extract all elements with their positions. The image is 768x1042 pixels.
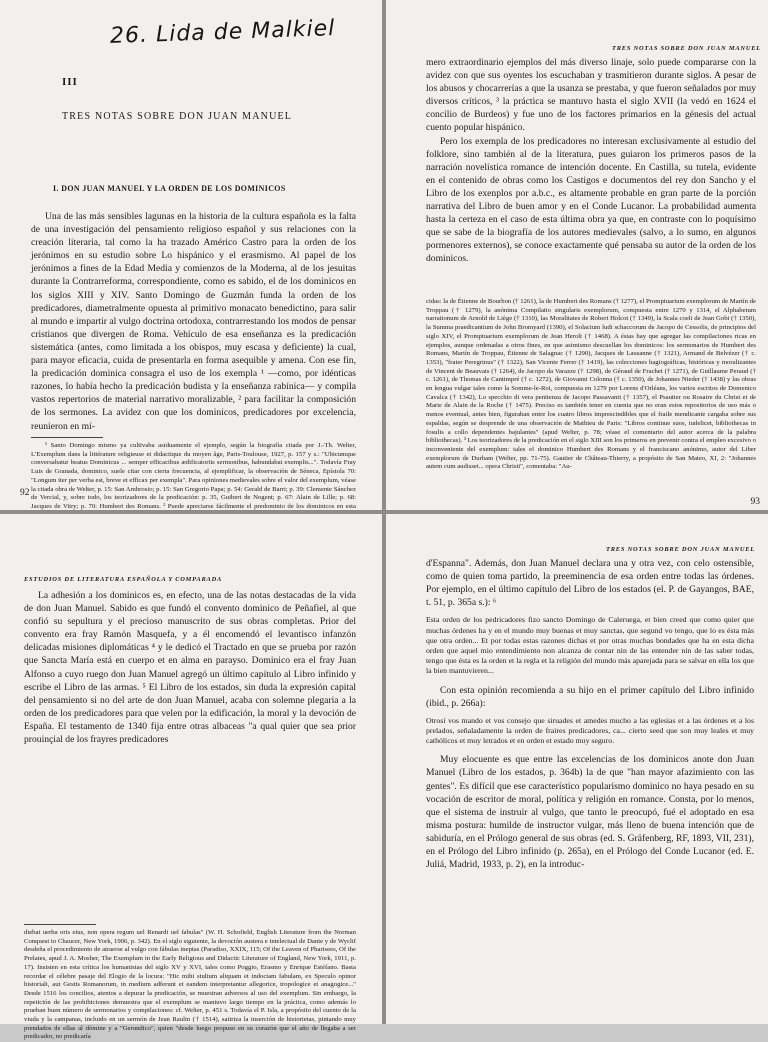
page-92 [0,0,382,510]
body-paragraph: d'Espanna". Además, don Juan Manuel declara una y otra vez, con celo ostensible, como de quien toma partido, la preeminencia de esa orden entre todas las órdenes. Por ejemplo, en el último capítulo del Libro de los estados (el. P. de Gayangos, BAE, t. 51, p. 365a s.): ⁶ [426,558,754,609]
body-paragraph: Muy elocuente es que entre las excelencias de los dominicos anote don Juan Manuel (Libro de los estados, p. 364b) la de que "han mayor afazimiento con las gentes". Es difícil que ese característico popularismo dominico no haya pesado en su vocación de escritor de moral, política y religión en romance. Consta, por lo menos, que el sistema de instruir al vulgo, que tanto le preocupó, fué el adoptado en esa misma postura: humilde de instructor vulgar, más lleno de buena intención que de sabiduría, en el Prólogo general de sus obras (ed. S. Gräfenberg, RF, 1893, VII, 231), en el Prólogo del Libro infinido (p. 265a), en el Prólogo del Conde Lucanor (ed. E. Juliá, Madrid, 1933, p. 2), en la introduc- [426,754,754,871]
footnote-rule [31,437,103,438]
body-paragraph: Una de las más sensibles lagunas en la historia de la cultura española es la falta de una investigación del pensamiento religioso español y sus relaciones con la creación literaria, tal como la ha trazado Américo Castro para la orden de los jerónimos en su estudio sobre Lo hispánico y el erasmismo. Al papel de los jerónimos a fines de la Edad Media y comienzos de la Moderna, al de los jesuitas durante la Contrarreforma, correspondiente, como es sabido, el de los dominicos en los siglos XIII y XIV. Santo Domingo de Guzmán funda la orden de los predicadores, diametralmente opuesta al primitivo monacato benedictino, para salir al mundo e impartir al vulgo doctrina ortodoxa, contrarrestando los modos de pensar cristianos que divergen de Roma. Vehículo de esa enseñanza es la predicación sistemática (antes, como limitada a los obispos, muy escasa y deficiente) la cual, para mayor eficacia, cuida de presentarla en forma asequible y amena. Con ese fin, la predicación dominica consagra el uso de los exempla ¹ —como, por idénticas razones, lo había hecho la predicación budista y la enseñanza rabínica— y compila vastos repertorios de material narrativo moralizable, ² para facilitar la composición de los sermones. La avidez con que los dominicos, predicadores por excelencia, reunieron en mí- [31,211,356,432]
body-paragraph: Pero los exempla de los predicadores no interesan exclusivamente al estudio del folklore, sino también al de la literatura, pues guiaron los primeros pasos de la narración novelística romance de intención docente. En Castilla, su tutela, evidente en el contenido de obras como los Castigos e documentos del rey don Sancho y el Libro de los exenplos por a.b.c., es altamente probable en gran parte de la porción narrativa del Libro de buen amor y en el Conde Lucanor. La probabilidad aumenta hasta la certeza en el caso de esta última obra ya que, en contraste con lo poquísimo que se sabe de la biografía de los autores medievales (salvo, a lo sumo, en algunos pormenores externos), se conoce exactamente qué pensaba su autor de la orden de los dominicos. [426,135,756,265]
footnotes: diebat uerba oris eius, non opera regum uel Renardi uel fabulas" (W. H. Schofield, English Literature from the Norman Conquest to Chaucer, New York, 1906, p. 342). En el siglo siguiente, la devoción austera e intelectual de Dante y de Wyclif desdeña el procedimiento de atraerse al vulgo con fábulas ineptas (Paradiso, XXIX, 115; Of the Leaven of Pharisees, Of the Prelates, apud J. A. Mosher, The Exemplum in the Early Religious and Didactic Literature of England, New York, 1911, p. 17). Insisten en esta crítica los humanistas del siglo XV y XVI, tales como Poggio, Erasmo y Enrique Estéfano. Basta recordar el célebre pasaje del Elogio de la locura: "Hic mihi stultum aliquam et indoctam fabulam, ex Speculo opinor historiali, aut Gestis Romanorum, in medium adferunt et eandem interpretantur allegorice, tropologice et anagogice..." Desde 1516 los concilios, atentos a depurar la predicación, se muestran adversos al uso del exemplum. Sin embargo, la repetición de las prohibiciones demuestra que el exemplum se mantuvo largo tiempo en la práctica, como además lo prueban buen número de sermonarios y compilaciones: cf. Welter, p. 451 s. Todavía el P. Isla, a propósito del cuento de la viuda y la campanas, incluido en un sermón de Jean Raulin († 1514), satiriza la inserción de historietas, pintando muy prendados de ellas al dómine y a "Gerundico", quien "desde luego propuso en su corazón que el año de llegaba a ser predicador, no predicaría [24,929,356,1041]
page-number: 92 [20,488,30,498]
block-quote: Otrosí vos mando et vos consejo que siruades et amedes mucho a las eglesias et a las órdenes et a los prelados, señaladamente la orden de fraires predicadores, ca... cierto seed que son muy leales et muy cathólicos et muy letrados et en orden et estado muy seguro. [426,715,754,746]
chapter-number: III [62,76,78,88]
handwritten-note: 26. Lida de Malkiel [109,16,336,49]
body-paragraph: La adhesión a los dominicos es, en efecto, una de las notas destacadas de la vida de don Juan Manuel. Sabido es que fundó el convento dominico de Peñafiel, al que confió su sepultura y el precioso manuscrito de sus obras completas. Prior del convento era fray Ramón Masquefa, y a él encomendó el levantisco infanzón delicadas misiones diplomáticas ⁴ y le dedicó el Tractado en que se prueba por razón que Sancta María está en cuerpo et en alma en parayso. Dominico era el fray Juan Alfonso a cuyo ruego don Juan Manuel agregó un último capítulo al Libro infinido y escribe el Libro de las armas. ⁵ El Libro de los estados, sin duda la expresión capital del pensamiento si no del arte de don Juan Manuel, acaba con solemne plegaria a la orden de los predicadores para que velen por la edificación, la moral y la devoción de España. El testamento de 1340 fija entre otras albaceas "a qual quier que sea prior prouinçial de los frayres predicadores [24,590,356,746]
page-gutter-horizontal [0,510,768,514]
section-heading: I. DON JUAN MANUEL Y LA ORDEN DE LOS DOMINICOS [53,184,286,193]
footnotes: cidas: la de Étienne de Bourbon († 1261), la de Humbert des Romans († 1277), el Promptuarium exemplorum de Martín de Troppau († 1279), la anónima Compilatio singularis exemplorum, compuesta entre 1270 y 1314, el Alphabetum narrationum de Arnold de Liège († 1310), las Moralitates de Robert Holcot († 1349), la Scala coeli de Jean Gobi († 1350), la Summa praedicantium de John Bromyard (1390), el Solacium ludi schaccorum de Jacopo de Cessolis, de principios del siglo XIV, el Promptuarium exemplorum de Jean Herolt († 1468). A éstas hay que agregar las compilaciones ricas en ejemplos, aunque ordenadas a otros fines, en que asimismo descuellan los dominicos: los sermonarios de Humbert des Romans, Martín de Troppau, Étienne de Salagnac († 1290), Jacques de Lausanne († 1321), Armand de Belvézer († c. 1353), "frater Peregrinus" († 1322), San Vicente Ferrer († 1419), las colecciones hagiográficas, históricas y moralizantes de Vincent de Beauvais († 1264), de Jacopo da Varazze († 1298), de Géraud de Frachet († 1271), de Guillaume Peraud († c. 1261), de Thomas de Cantimpré († c. 1272), de Giovanni Colonna († c. 1350), de Johannes Nieder († 1438) y las obras en lengua vulgar tales como la Somme-le-Roi, compuesta en 1279 por Lorens d'Orléans, los varios escritos de Domenico Cavalca († 1342), Lo specchio di vera penitenza de Jacopo Passavanti († 1357), el Psautier ou Rosaire du Christ et de Marie de Alain de la Roche († 1475). Preciso es también tener en cuenta que no eran estos repositorios de uso más o menos eventual, antes bien, figuraban entre los cuatro libros imprescindibles que el fraile mendicante cargaba sobre sus espaldas, según se desprende de una observación de Mathieu de Paris: "Libros continue suos, iudelicet, bibliothecas in fosulis a collo dependentes bajulantes" (apud Welter, p. 78; véase el comentario del autor acerca de la palabra bibliothecas). ³ Los teorizadores de la predicación en el siglo XIII son los primeros en prevenir contra el empleo excesivo o inconveniente del exemplum: tales el dominico Humbert des Romans y el franciscano anónimo, autor del Liber exemplorum de Durham (Welter, pp. 71-75). Gautier de Château-Thierry, a propósito de San Mateo, XI, 2: "Johannes autem cum audisset... opera Christi", comentaba: "Au- [426,298,756,471]
body-paragraph: Con esta opinión recomienda a su hijo en el primer capítulo del Libro infinido (ibid., p. 266a): [426,684,754,709]
page-number: 93 [750,497,760,507]
running-head: ESTUDIOS DE LITERATURA ESPAÑOLA Y COMPARADA [24,576,223,583]
page-93 [386,0,768,510]
chapter-title: TRES NOTAS SOBRE DON JUAN MANUEL [62,111,293,122]
body-paragraph: mero extraordinario ejemplos del más diverso linaje, solo puede compararse con la avidez con que sus oyentes los escuchaban y trasmitieron durante siglos. A pesar de los abusos y chocarrerías a que la usanza se prestaba, y que fueron señalados por muy diversos críticos, ³ la práctica se mantuvo hasta el siglo XVII (la vedó en 1624 el concilio de Burdeos) y fue uno de los factores primarios en la génesis del actual cuento popular hispánico. [426,57,756,134]
block-quote: Esta orden de los pedricadores fizo sancto Domingo de Caleruega, et bien creed que como quier que muchas órdenes ha y en el mundo muy buenas et muy sanctas, que segund vo tengo, que lo es ésta más que otra orden... Et por todas estas razones dichas et por otras muchas bondades que ha en esta dicha orden que aquel mio entendimiento non alcanza de contar nin de las entender nin de las saber todas, tengo que ésta es la orden et la regla et la religión del mundo más aparejada para se salvar en ella los que la bien mantuvieren... [426,615,754,676]
running-head: TRES NOTAS SOBRE DON JUAN MANUEL [612,45,761,52]
running-head: TRES NOTAS SOBRE DON JUAN MANUEL [606,546,755,553]
footnotes: ¹ Santo Domingo mismo ya cultivaba asiduamente el ejemplo, según la biografía citada por J.-Th. Welter, L'Exemplum dans la littérature religieuse et didactique du moyen âge, Paris-Toulouse, 1927, p. 157 y s.: "Ubicumque conversabatur beatus Dominicus ... semper efficacibus ædificatoriis sermonibus, habundabat exemplis...". Todavía Fray Luis de Granada, dominico, suele citar con cierta frecuencia, al ejemplificar, la observación de Séneca, Epístola 70: "Longum iter per verba est, breve et efficax per exempla". Para opiniones medievales sobre el valor del exemplum, véase la citada obra de Welter, p. 15: San Ambrosio; p. 15: San Gregorio Papa; p. 54: Gerald de Barri; p. 39: Clemente Sánchez de Vercial, y, sobre todo, los teorizadores de la predicación: p. 35, Guibert de Nogent; p. 67: Alain de Lille; p. 68: Jacques de Vitry; p. 70: Humbert des Romans. ² Puede apreciarse fácilmente el predominio de los dominicos en esta [31,442,356,510]
page-95 [386,514,768,1024]
footnote-rule [24,924,96,925]
page-94 [0,514,382,1041]
